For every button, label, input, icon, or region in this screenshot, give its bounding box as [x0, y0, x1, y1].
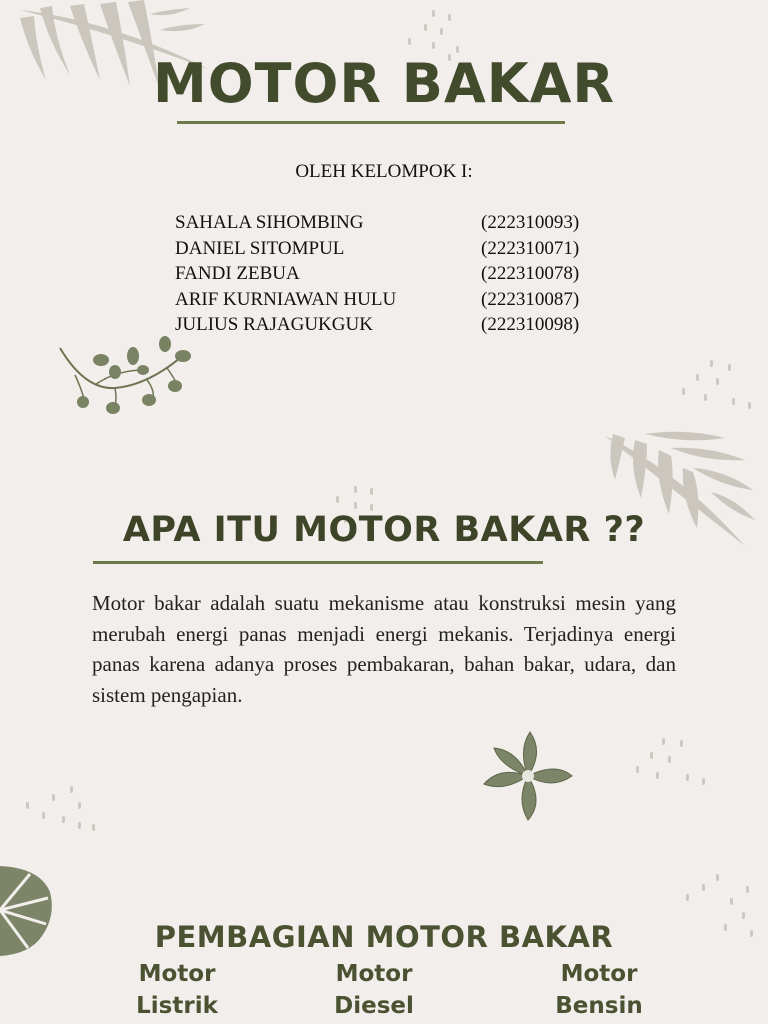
type-line: Bensin: [555, 993, 643, 1019]
member-id: (222310078): [481, 263, 580, 285]
flower-icon: [482, 730, 574, 822]
section-underline: [93, 561, 543, 564]
member-name: SAHALA SIHOMBING: [175, 212, 364, 233]
member-name: JULIUS RAJAGUKGUK: [175, 314, 373, 336]
definition-paragraph: Motor bakar adalah suatu mekanisme atau konstruksi mesin yang merubah energi panas menjadi energi mekanis. Terjadinya energi panas karena adanya proses pembakaran, bahan bakar, udara, dan sistem pengapian.: [92, 591, 676, 707]
member-row: [175, 210, 615, 236]
page-title: MOTOR BAKAR: [153, 52, 615, 115]
member-row: [175, 236, 615, 262]
type-line: Diesel: [334, 993, 414, 1019]
member-id: (222310087): [481, 288, 580, 310]
section-heading-types: PEMBAGIAN MOTOR BAKAR: [154, 920, 614, 954]
member-id: (222310098): [481, 314, 580, 336]
group-byline: OLEH KELOMPOK I:: [295, 161, 473, 182]
type-line: Motor: [138, 961, 216, 987]
section-heading-definition: APA ITU MOTOR BAKAR ??: [122, 510, 646, 550]
member-row: [175, 312, 615, 338]
type-line: Motor: [560, 961, 638, 987]
member-list: [175, 210, 615, 338]
dots-pattern-icon: [676, 356, 758, 418]
member-id: (222310093): [481, 212, 580, 233]
type-item-bensin: [519, 958, 679, 1022]
title-underline: [177, 121, 565, 124]
member-row: [175, 261, 615, 287]
type-line: Listrik: [136, 993, 218, 1019]
member-name: FANDI ZEBUA: [175, 263, 300, 285]
dots-pattern-icon: [22, 782, 102, 840]
berry-branch-icon: [55, 330, 200, 420]
member-id: (222310071): [481, 237, 580, 259]
member-name: DANIEL SITOMPUL: [175, 237, 345, 259]
member-name: ARIF KURNIAWAN HULU: [175, 288, 397, 310]
dots-pattern-icon: [630, 734, 710, 792]
type-item-listrik: [97, 958, 257, 1022]
member-row: [175, 287, 615, 313]
type-item-diesel: [294, 958, 454, 1022]
type-line: Motor: [335, 961, 413, 987]
